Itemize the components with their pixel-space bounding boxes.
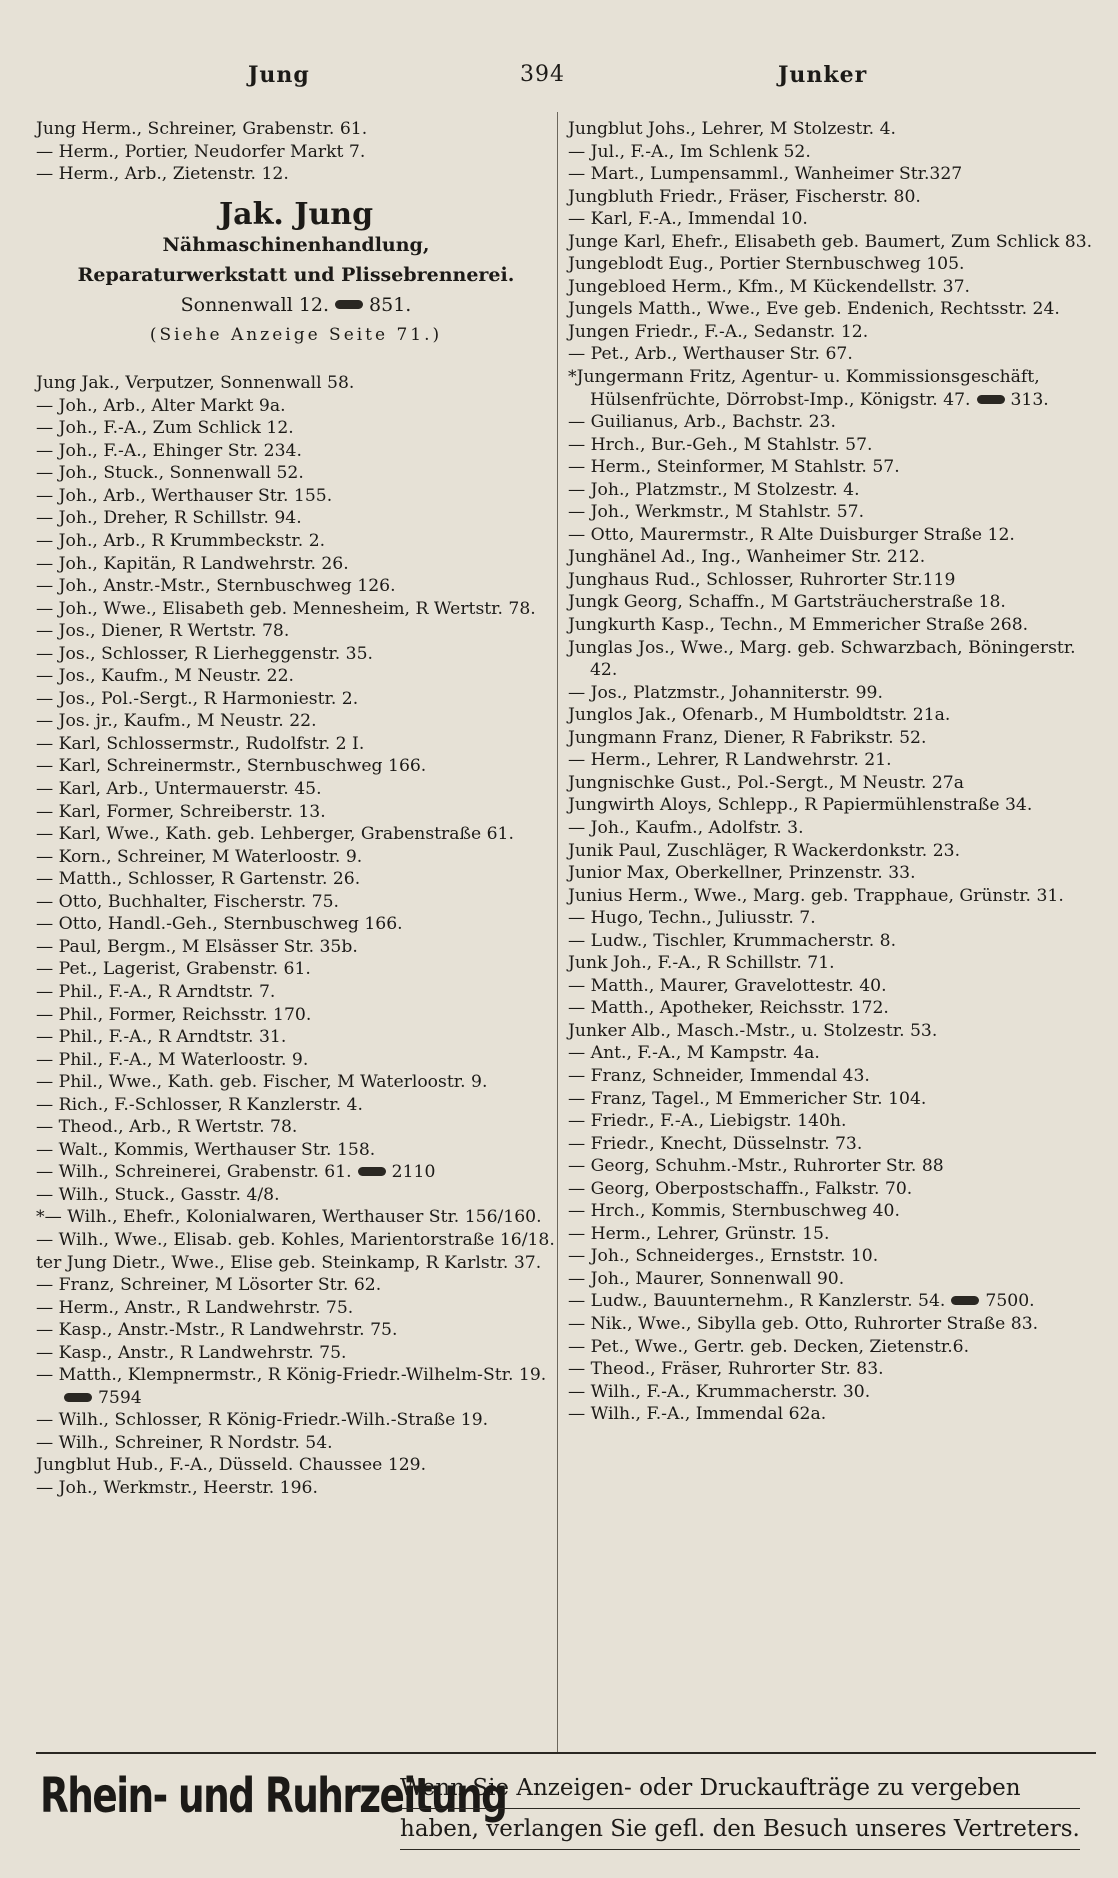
entry-text: — Joh., Werkmstr., Heerstr. 196. bbox=[36, 1477, 318, 1498]
entry-text: — Herm., Lehrer, Grünstr. 15. bbox=[568, 1223, 830, 1244]
entry-text: — Guilianus, Arb., Bachstr. 23. bbox=[568, 412, 836, 433]
entry-text: — Ludw., Tischler, Krummacherstr. 8. bbox=[568, 930, 897, 951]
advert-line4 bbox=[36, 290, 556, 320]
directory-entry bbox=[568, 524, 1098, 547]
directory-entry bbox=[36, 1342, 556, 1365]
entry-text: — Franz, Tagel., M Emmericher Str. 104. bbox=[568, 1088, 927, 1109]
entry-phone: 313. bbox=[1010, 389, 1049, 410]
directory-entry bbox=[568, 343, 1098, 366]
directory-entry bbox=[568, 952, 1098, 975]
directory-entry bbox=[568, 546, 1098, 569]
entry-text: Junik Paul, Zuschläger, R Wackerdonkstr. 23. bbox=[568, 840, 961, 861]
entry-text: — Pet., Lagerist, Grabenstr. 61. bbox=[36, 959, 311, 980]
directory-entry bbox=[568, 637, 1098, 682]
directory-entry bbox=[36, 778, 556, 801]
entry-text: — Franz, Schneider, Immendal 43. bbox=[568, 1065, 870, 1086]
directory-entry bbox=[568, 569, 1098, 592]
entry-text: Junker Alb., Masch.-Mstr., u. Stolzestr. 53. bbox=[568, 1020, 938, 1041]
directory-entry bbox=[36, 710, 556, 733]
directory-entry bbox=[568, 276, 1098, 299]
directory-entry bbox=[36, 1071, 556, 1094]
directory-entry bbox=[36, 823, 556, 846]
directory-entry bbox=[36, 417, 556, 440]
entry-text: — Friedr., F.-A., Liebigstr. 140h. bbox=[568, 1111, 847, 1132]
entry-text: — Korn., Schreiner, M Waterloostr. 9. bbox=[36, 846, 363, 867]
directory-entry bbox=[568, 231, 1098, 254]
entry-text: Jungnischke Gust., Pol.-Sergt., M Neustr. 27a bbox=[568, 772, 964, 793]
column-divider bbox=[557, 112, 558, 1752]
directory-entry bbox=[568, 885, 1098, 908]
entry-text: — Karl, Schlossermstr., Rudolfstr. 2 I. bbox=[36, 733, 365, 754]
directory-entry bbox=[36, 1206, 556, 1229]
directory-entry bbox=[568, 862, 1098, 885]
entry-text: — Wilh., Schreinerei, Grabenstr. 61. bbox=[36, 1162, 352, 1183]
entry-text: — Kasp., Anstr.-Mstr., R Landwehrstr. 75. bbox=[36, 1320, 398, 1341]
directory-entry bbox=[568, 1200, 1098, 1223]
entry-text: Junior Max, Oberkellner, Prinzenstr. 33. bbox=[568, 863, 916, 884]
entry-text: — Joh., F.-A., Ehinger Str. 234. bbox=[36, 440, 302, 461]
entry-text: — Pet., Wwe., Gertr. geb. Decken, Zietenstr.6. bbox=[568, 1336, 970, 1357]
entry-text: Jung Jak., Verputzer, Sonnenwall 58. bbox=[36, 373, 355, 394]
directory-entry bbox=[568, 186, 1098, 209]
entry-text: — Ludw., Bauunternehm., R Kanzlerstr. 54. bbox=[568, 1291, 946, 1312]
directory-entry bbox=[36, 598, 556, 621]
advert-address: Sonnenwall 12. bbox=[180, 293, 330, 316]
telephone-icon bbox=[951, 1296, 979, 1305]
directory-entry bbox=[568, 1358, 1098, 1381]
directory-entry bbox=[568, 1065, 1098, 1088]
entry-text: Jungblut Johs., Lehrer, M Stolzestr. 4. bbox=[568, 119, 896, 139]
directory-entry bbox=[568, 1245, 1098, 1268]
directory-entry bbox=[568, 479, 1098, 502]
entry-text: — Wilh., F.-A., Immendal 62a. bbox=[568, 1404, 827, 1425]
entry-text: — Phil., Wwe., Kath. geb. Fischer, M Waterloostr. 9. bbox=[36, 1072, 488, 1093]
entry-text: Jungbluth Friedr., Fräser, Fischerstr. 80. bbox=[568, 186, 921, 207]
entry-phone: 7594 bbox=[98, 1387, 142, 1408]
entry-text: — Mart., Lumpensamml., Wanheimer Str.327 bbox=[568, 164, 963, 185]
directory-entry bbox=[568, 704, 1098, 727]
directory-entry bbox=[568, 794, 1098, 817]
entry-text: — Wilh., Schlosser, R König-Friedr.-Wilh.-Straße 19. bbox=[36, 1410, 489, 1431]
entry-text: — Rich., F.-Schlosser, R Kanzlerstr. 4. bbox=[36, 1094, 363, 1115]
entry-text: — Joh., Arb., R Krummbeckstr. 2. bbox=[36, 531, 326, 552]
entry-text: ter Jung Dietr., Wwe., Elise geb. Steinkamp, R Karlstr. 37. bbox=[36, 1252, 542, 1273]
entry-text: Junglos Jak., Ofenarb., M Humboldtstr. 21a. bbox=[568, 705, 951, 726]
footer-title: Rhein- und Ruhrzeitung bbox=[40, 1768, 507, 1824]
directory-entry bbox=[568, 1110, 1098, 1133]
entry-text: — Jos., Pol.-Sergt., R Harmoniestr. 2. bbox=[36, 688, 359, 709]
entry-text: Jungk Georg, Schaffn., M Gartsträucherstraße 18. bbox=[568, 592, 1006, 613]
entry-text: — Georg, Oberpostschaffn., Falkstr. 70. bbox=[568, 1178, 913, 1199]
right-column bbox=[568, 118, 1098, 1426]
entry-text: — Herm., Portier, Neudorfer Markt 7. bbox=[36, 141, 366, 162]
directory-entry bbox=[36, 801, 556, 824]
directory-entry bbox=[36, 846, 556, 869]
directory-entry bbox=[568, 727, 1098, 750]
directory-entry bbox=[36, 643, 556, 666]
directory-entry bbox=[568, 1088, 1098, 1111]
directory-entry bbox=[36, 1004, 556, 1027]
telephone-icon bbox=[64, 1393, 92, 1402]
directory-entry bbox=[568, 501, 1098, 524]
page-number: 394 bbox=[520, 62, 565, 87]
directory-entry bbox=[36, 118, 556, 141]
telephone-icon bbox=[977, 395, 1005, 404]
entry-text: — Matth., Schlosser, R Gartenstr. 26. bbox=[36, 869, 361, 890]
entry-text: — Jos. jr., Kaufm., M Neustr. 22. bbox=[36, 711, 317, 732]
directory-entry bbox=[36, 936, 556, 959]
entry-text: — Joh., Wwe., Elisabeth geb. Mennesheim, R Wertstr. 78. bbox=[36, 598, 536, 619]
footer-text bbox=[400, 1768, 1080, 1850]
entry-text: — Joh., Kaufm., Adolfstr. 3. bbox=[568, 817, 804, 838]
directory-entry bbox=[568, 253, 1098, 276]
entry-text: — Joh., F.-A., Zum Schlick 12. bbox=[36, 418, 294, 439]
entry-text: — Otto, Handl.-Geh., Sternbuschweg 166. bbox=[36, 914, 403, 935]
directory-entry bbox=[36, 1319, 556, 1342]
directory-entry bbox=[568, 1268, 1098, 1291]
directory-entry bbox=[568, 907, 1098, 930]
entry-text: — Wilh., Wwe., Elisab. geb. Kohles, Marientorstraße 16/18. bbox=[36, 1229, 555, 1250]
directory-entry bbox=[568, 682, 1098, 705]
entry-text: — Theod., Arb., R Wertstr. 78. bbox=[36, 1117, 298, 1138]
directory-entry bbox=[568, 1020, 1098, 1043]
directory-entry bbox=[568, 1223, 1098, 1246]
directory-entry bbox=[568, 1313, 1098, 1336]
advert-name: Jak. Jung bbox=[218, 196, 374, 232]
directory-entry bbox=[36, 958, 556, 981]
directory-entry bbox=[36, 1432, 556, 1455]
directory-entry bbox=[568, 411, 1098, 434]
entry-text: — Joh., Arb., Werthauser Str. 155. bbox=[36, 485, 333, 506]
entry-text: — Wilh., F.-A., Krummacherstr. 30. bbox=[568, 1381, 871, 1402]
directory-entry bbox=[568, 1336, 1098, 1359]
directory-entry bbox=[36, 1454, 556, 1477]
directory-entry bbox=[36, 913, 556, 936]
entry-text: *Jungermann Fritz, Agentur- u. Kommissionsgeschäft, Hülsenfrüchte, Dörrobst-Imp., Königstr. 47. bbox=[568, 367, 1040, 410]
entry-text: Jungels Matth., Wwe., Eve geb. Endenich, Rechtsstr. 24. bbox=[568, 299, 1060, 320]
directory-entry bbox=[36, 530, 556, 553]
entry-text: — Phil., F.-A., R Arndtstr. 31. bbox=[36, 1027, 287, 1048]
directory-entry bbox=[568, 591, 1098, 614]
entry-text: — Kasp., Anstr., R Landwehrstr. 75. bbox=[36, 1342, 347, 1363]
entry-text: *— Wilh., Ehefr., Kolonialwaren, Werthauser Str. 156/160. bbox=[36, 1207, 542, 1228]
directory-entry bbox=[568, 930, 1098, 953]
entry-text: — Hrch., Kommis, Sternbuschweg 40. bbox=[568, 1201, 900, 1222]
directory-entry bbox=[36, 1477, 556, 1500]
footer-advert bbox=[36, 1752, 1096, 1854]
entry-text: Junglas Jos., Wwe., Marg. geb. Schwarzbach, Böningerstr. 42. bbox=[568, 637, 1076, 681]
directory-entry bbox=[568, 840, 1098, 863]
directory-entry bbox=[36, 1139, 556, 1162]
entry-text: — Joh., Werkmstr., M Stahlstr. 57. bbox=[568, 502, 865, 523]
directory-entry bbox=[36, 553, 556, 576]
advert-reference: (Siehe Anzeige Seite 71.) bbox=[149, 324, 443, 345]
directory-entry bbox=[568, 1381, 1098, 1404]
entry-text: — Herm., Steinformer, M Stahlstr. 57. bbox=[568, 457, 900, 478]
entry-text: — Joh., Anstr.-Mstr., Sternbuschweg 126. bbox=[36, 576, 396, 597]
directory-entry bbox=[36, 868, 556, 891]
entry-text: — Pet., Arb., Werthauser Str. 67. bbox=[568, 344, 853, 365]
entry-text: — Herm., Arb., Zietenstr. 12. bbox=[36, 164, 289, 185]
entry-text: — Wilh., Stuck., Gasstr. 4/8. bbox=[36, 1184, 280, 1205]
entry-text: — Matth., Apotheker, Reichsstr. 172. bbox=[568, 998, 889, 1019]
advert-line3: Reparaturwerkstatt und Plissebrennerei. bbox=[77, 263, 515, 286]
entry-text: — Wilh., Schreiner, R Nordstr. 54. bbox=[36, 1432, 333, 1453]
directory-entry bbox=[36, 620, 556, 643]
entry-text: — Joh., Schneiderges., Ernststr. 10. bbox=[568, 1246, 879, 1267]
directory-entry bbox=[36, 665, 556, 688]
directory-entry bbox=[36, 1274, 556, 1297]
entry-text: Junghänel Ad., Ing., Wanheimer Str. 212. bbox=[568, 547, 926, 568]
directory-entry bbox=[36, 1161, 556, 1184]
entry-text: — Friedr., Knecht, Düsselnstr. 73. bbox=[568, 1133, 863, 1154]
directory-entry bbox=[36, 1229, 556, 1252]
entry-text: — Ant., F.-A., M Kampstr. 4a. bbox=[568, 1043, 820, 1064]
entry-text: — Joh., Stuck., Sonnenwall 52. bbox=[36, 463, 304, 484]
directory-entry bbox=[568, 1133, 1098, 1156]
entry-phone: 2110 bbox=[391, 1162, 436, 1183]
entry-text: — Georg, Schuhm.-Mstr., Ruhrorter Str. 88 bbox=[568, 1156, 944, 1177]
entry-text: — Franz, Schreiner, M Lösorter Str. 62. bbox=[36, 1275, 382, 1296]
directory-entry bbox=[568, 163, 1098, 186]
entry-text: — Joh., Platzmstr., M Stolzestr. 4. bbox=[568, 479, 860, 500]
directory-entry bbox=[36, 507, 556, 530]
entry-text: — Joh., Maurer, Sonnenwall 90. bbox=[568, 1268, 845, 1289]
footer-text-line1: Wenn Sie Anzeigen- oder Druckaufträge zu vergeben bbox=[400, 1768, 1080, 1809]
entry-text: — Theod., Fräser, Ruhrorter Str. 83. bbox=[568, 1359, 884, 1380]
entry-text: Junius Herm., Wwe., Marg. geb. Trapphaue, Grünstr. 31. bbox=[568, 885, 1064, 906]
directory-entry bbox=[36, 1297, 556, 1320]
entry-text: — Joh., Arb., Alter Markt 9a. bbox=[36, 395, 286, 416]
directory-entry bbox=[36, 1364, 556, 1409]
entry-text: Junghaus Rud., Schlosser, Ruhrorter Str.119 bbox=[568, 569, 956, 590]
entry-text: — Joh., Dreher, R Schillstr. 94. bbox=[36, 508, 302, 529]
entry-text: — Karl, Wwe., Kath. geb. Lehberger, Grabenstraße 61. bbox=[36, 824, 514, 845]
entry-phone: 7500. bbox=[985, 1291, 1035, 1312]
entry-text: — Karl, Arb., Untermauerstr. 45. bbox=[36, 779, 322, 800]
entry-text: — Matth., Klempnermstr., R König-Friedr.-Wilhelm-Str. 19. bbox=[36, 1365, 547, 1386]
entry-text: — Jos., Kaufm., M Neustr. 22. bbox=[36, 666, 294, 687]
entry-text: Junge Karl, Ehefr., Elisabeth geb. Baumert, Zum Schlick 83. bbox=[568, 231, 1093, 252]
directory-entry bbox=[568, 975, 1098, 998]
entry-text: — Phil., F.-A., R Arndtstr. 7. bbox=[36, 981, 276, 1002]
directory-entry bbox=[568, 817, 1098, 840]
entry-text: — Otto, Buchhalter, Fischerstr. 75. bbox=[36, 891, 340, 912]
header-left-word: Jung bbox=[248, 62, 310, 88]
entry-text: — Phil., F.-A., M Waterloostr. 9. bbox=[36, 1049, 309, 1070]
directory-entry bbox=[568, 434, 1098, 457]
directory-entry bbox=[568, 772, 1098, 795]
entry-text: Jungeblodt Eug., Portier Sternbuschweg 105. bbox=[568, 254, 965, 275]
entry-text: — Hugo, Techn., Juliusstr. 7. bbox=[568, 908, 816, 929]
entry-text: Jung Herm., Schreiner, Grabenstr. 61. bbox=[36, 119, 368, 139]
entry-text: — Karl, Former, Schreiberstr. 13. bbox=[36, 801, 326, 822]
directory-entry bbox=[36, 575, 556, 598]
telephone-icon bbox=[358, 1167, 386, 1176]
directory-entry bbox=[568, 1155, 1098, 1178]
directory-entry bbox=[36, 981, 556, 1004]
directory-entry bbox=[568, 298, 1098, 321]
directory-entry bbox=[568, 749, 1098, 772]
entry-text: — Karl, F.-A., Immendal 10. bbox=[568, 209, 808, 230]
entry-text: — Joh., Kapitän, R Landwehrstr. 26. bbox=[36, 553, 349, 574]
entry-text: — Matth., Maurer, Gravelottestr. 40. bbox=[568, 975, 887, 996]
entry-text: — Phil., Former, Reichsstr. 170. bbox=[36, 1004, 312, 1025]
entry-text: — Nik., Wwe., Sibylla geb. Otto, Ruhrorter Straße 83. bbox=[568, 1313, 1039, 1334]
entry-text: — Jos., Platzmstr., Johanniterstr. 99. bbox=[568, 682, 883, 703]
left-column bbox=[36, 118, 556, 1500]
directory-entry bbox=[568, 614, 1098, 637]
entry-text: Jungmann Franz, Diener, R Fabrikstr. 52. bbox=[568, 727, 927, 748]
directory-entry bbox=[36, 755, 556, 778]
entry-text: — Jos., Diener, R Wertstr. 78. bbox=[36, 621, 290, 642]
directory-entry bbox=[568, 1403, 1098, 1426]
header-right-word: Junker bbox=[778, 62, 868, 88]
directory-entry bbox=[568, 118, 1098, 141]
directory-entry bbox=[36, 485, 556, 508]
entry-text: — Jos., Schlosser, R Lierheggenstr. 35. bbox=[36, 643, 373, 664]
entry-text: — Walt., Kommis, Werthauser Str. 158. bbox=[36, 1139, 376, 1160]
directory-entry bbox=[36, 395, 556, 418]
entry-text: — Herm., Anstr., R Landwehrstr. 75. bbox=[36, 1297, 354, 1318]
entry-text: — Otto, Maurermstr., R Alte Duisburger Straße 12. bbox=[568, 524, 1015, 545]
entry-text: Junk Joh., F.-A., R Schillstr. 71. bbox=[568, 953, 835, 974]
directory-entry bbox=[568, 208, 1098, 231]
entry-text: Jungblut Hub., F.-A., Düsseld. Chaussee 129. bbox=[36, 1455, 427, 1476]
directory-entry bbox=[568, 1178, 1098, 1201]
directory-entry bbox=[36, 1026, 556, 1049]
advert-box bbox=[36, 196, 556, 350]
left-column-top bbox=[36, 118, 556, 186]
directory-entry bbox=[36, 372, 556, 395]
entry-text: — Paul, Bergm., M Elsässer Str. 35b. bbox=[36, 936, 358, 957]
directory-entry bbox=[568, 456, 1098, 479]
directory-entry bbox=[568, 997, 1098, 1020]
entry-text: Jungwirth Aloys, Schlepp., R Papiermühlenstraße 34. bbox=[568, 795, 1033, 816]
directory-entry bbox=[568, 1290, 1098, 1313]
entry-text: — Karl, Schreinermstr., Sternbuschweg 166. bbox=[36, 756, 427, 777]
directory-entry bbox=[36, 1049, 556, 1072]
advert-phone: 851. bbox=[369, 293, 412, 316]
telephone-icon bbox=[335, 300, 363, 309]
directory-entry bbox=[36, 440, 556, 463]
entry-text: — Hrch., Bur.-Geh., M Stahlstr. 57. bbox=[568, 434, 873, 455]
directory-entry bbox=[36, 733, 556, 756]
directory-entry bbox=[568, 141, 1098, 164]
entry-text: Jungen Friedr., F.-A., Sedanstr. 12. bbox=[568, 321, 869, 342]
directory-entry bbox=[36, 141, 556, 164]
left-column-bottom bbox=[36, 372, 556, 1499]
advert-line2: Nähmaschinenhandlung, bbox=[162, 233, 430, 256]
directory-entry bbox=[36, 1252, 556, 1275]
directory-entry bbox=[36, 1409, 556, 1432]
directory-entry bbox=[36, 891, 556, 914]
directory-entry bbox=[36, 1116, 556, 1139]
entry-text: — Herm., Lehrer, R Landwehrstr. 21. bbox=[568, 750, 892, 771]
directory-entry bbox=[36, 163, 556, 186]
entry-text: Jungkurth Kasp., Techn., M Emmericher Straße 268. bbox=[568, 615, 1029, 636]
directory-entry bbox=[36, 462, 556, 485]
directory-entry bbox=[36, 1094, 556, 1117]
entry-text: Jungebloed Herm., Kfm., M Kückendellstr. 37. bbox=[568, 276, 970, 297]
entry-text: — Jul., F.-A., Im Schlenk 52. bbox=[568, 141, 811, 162]
directory-entry bbox=[36, 688, 556, 711]
directory-entry bbox=[36, 1184, 556, 1207]
directory-entry bbox=[568, 366, 1098, 411]
directory-entry bbox=[568, 1042, 1098, 1065]
footer-text-line2: haben, verlangen Sie gefl. den Besuch unseres Vertreters. bbox=[400, 1809, 1080, 1850]
directory-entry bbox=[568, 321, 1098, 344]
